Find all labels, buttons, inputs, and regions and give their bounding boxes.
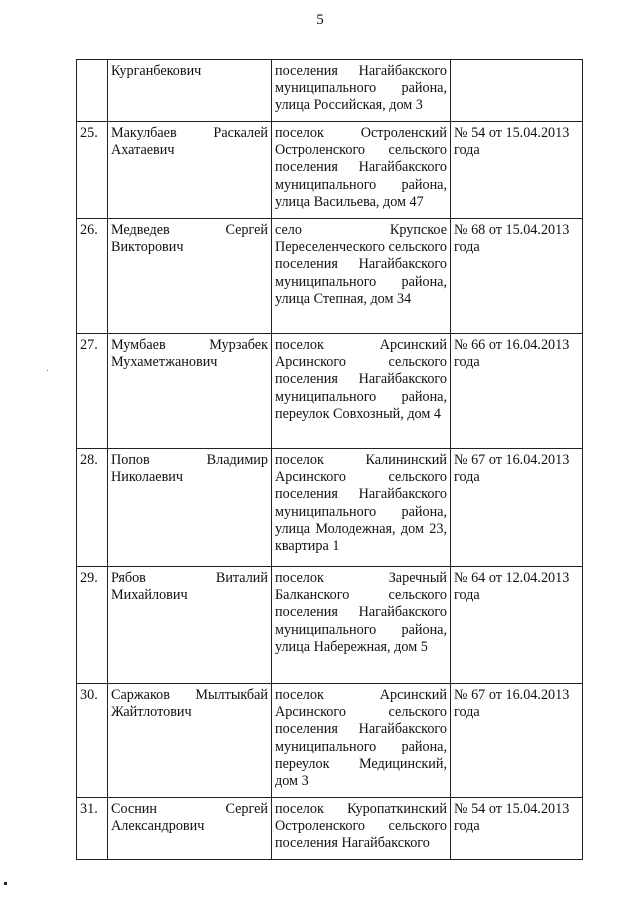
row-number: 30.	[77, 684, 108, 798]
decision: № 66 от 16.04.2013 года	[451, 334, 583, 449]
address: поселок Заречный Балканского сельского поселения Нагайбакского муниципального района, улица Набережная, дом 5	[272, 567, 451, 684]
decision: № 54 от 15.04.2013 года	[451, 122, 583, 219]
address: поселения Нагайбакского муниципального района, улица Российская, дом 3	[272, 60, 451, 122]
decision: № 64 от 12.04.2013 года	[451, 567, 583, 684]
table-row	[77, 122, 583, 219]
address: поселок Арсинский Арсинского сельского поселения Нагайбакского муниципального района, переулок Совхозный, дом 4	[272, 334, 451, 449]
table-row	[77, 798, 583, 860]
scan-speck	[47, 370, 48, 371]
row-number: 26.	[77, 219, 108, 334]
person-name: Саржаков Мылтыкбай Жайтлотович	[108, 684, 272, 798]
table-row	[77, 334, 583, 449]
person-name: Попов Владимир Николаевич	[108, 449, 272, 567]
table-row	[77, 684, 583, 798]
address: поселок Куропаткинский Остроленского сельского поселения Нагайбакского	[272, 798, 451, 860]
address: поселок Остроленский Остроленского сельского поселения Нагайбакского муниципального района, улица Васильева, дом 47	[272, 122, 451, 219]
person-name: Макулбаев Раскалей Ахатаевич	[108, 122, 272, 219]
scan-mark	[4, 882, 7, 885]
table-row	[77, 567, 583, 684]
decision	[451, 60, 583, 122]
row-number: 29.	[77, 567, 108, 684]
person-name: Рябов Виталий Михайлович	[108, 567, 272, 684]
register-table	[76, 59, 583, 860]
address: село Крупское Переселенческого сельского поселения Нагайбакского муниципального района, улица Степная, дом 34	[272, 219, 451, 334]
address: поселок Калининский Арсинского сельского поселения Нагайбакского муниципального района, улица Молодежная, дом 23, квартира 1	[272, 449, 451, 567]
row-number: 31.	[77, 798, 108, 860]
decision: № 67 от 16.04.2013 года	[451, 684, 583, 798]
table-row	[77, 449, 583, 567]
person-name: Курганбекович	[108, 60, 272, 122]
row-number: 28.	[77, 449, 108, 567]
person-name: Медведев Сергей Викторович	[108, 219, 272, 334]
address: поселок Арсинский Арсинского сельского поселения Нагайбакского муниципального района, переулок Медицинский, дом 3	[272, 684, 451, 798]
person-name: Соснин Сергей Александрович	[108, 798, 272, 860]
row-number: 27.	[77, 334, 108, 449]
decision: № 68 от 15.04.2013 года	[451, 219, 583, 334]
table-row	[77, 60, 583, 122]
page-number: 5	[316, 12, 324, 28]
person-name: Мумбаев Мурзабек Мухаметжанович	[108, 334, 272, 449]
table-row	[77, 219, 583, 334]
decision: № 67 от 16.04.2013 года	[451, 449, 583, 567]
decision: № 54 от 15.04.2013 года	[451, 798, 583, 860]
row-number	[77, 60, 108, 122]
row-number: 25.	[77, 122, 108, 219]
